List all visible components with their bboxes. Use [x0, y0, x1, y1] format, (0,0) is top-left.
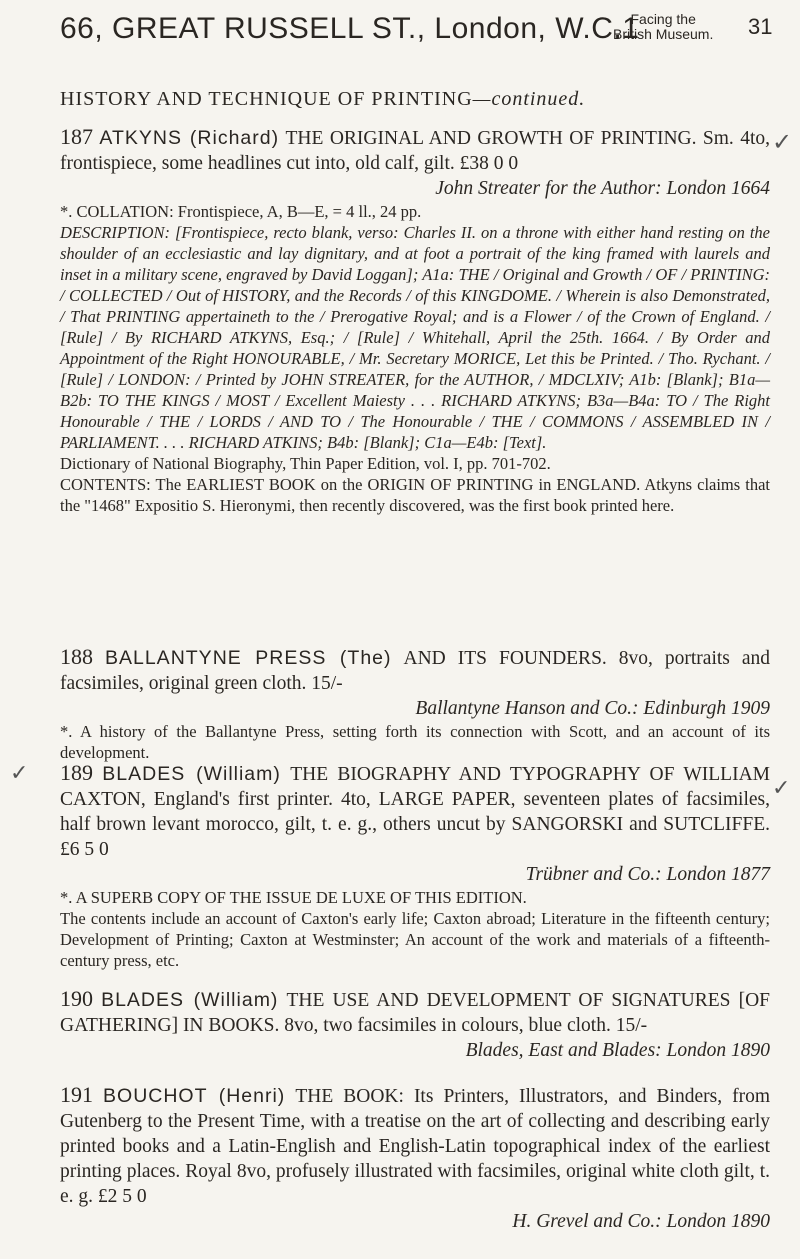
entry-author: BLADES (William) [101, 989, 279, 1011]
entry-author: BALLANTYNE PRESS (The) [104, 647, 392, 669]
entry-imprint: Trübner and Co.: London 1877 [525, 864, 770, 885]
entry-description: Sm. 4to, frontispiece, some headlines cut into, old calf, gilt. [60, 128, 770, 174]
entry-heading-line [60, 760, 770, 862]
section-title-main: HISTORY AND TECHNIQUE OF PRINTING [60, 88, 473, 110]
entry-note: *. A history of the Ballantyne Press, setting forth its connection with Scott, and an account of its development. [60, 722, 770, 762]
entry-number: 190 [60, 986, 93, 1011]
entry-note: *. A SUPERB COPY OF THE ISSUE DE LUXE OF THIS EDITION. [60, 888, 527, 907]
entry-title: THE ORIGINAL AND GROWTH OF PRINTING. [285, 128, 697, 149]
facing-line-2: British Museum. [613, 26, 714, 42]
entry-description: Its Printers, Illustrators, and Binders, from Gutenberg to the Present Time, with a treatise on the art of collecting and describing early printed books and a Latin-English and English-Latin topographical index of the earliest printing places. Royal 8vo, profusely illustrated with facsimiles, original white cloth gilt, t. e. g. [60, 1086, 770, 1207]
entry-author: BOUCHOT (Henri) [103, 1085, 286, 1107]
catalogue-entry-187 [60, 124, 770, 516]
entry-imprint: H. Grevel and Co.: London 1890 [512, 1211, 770, 1232]
entry-title: THE BIOGRAPHY AND TYPOGRAPHY OF WILLIAM CAXTON, [60, 764, 771, 810]
entry-price: £38 0 0 [459, 153, 519, 174]
tick-mark-icon: ✓ [772, 129, 793, 156]
entry-price: 15/- [311, 673, 343, 694]
entry-heading-line [60, 986, 770, 1038]
entry-contents: CONTENTS: The EARLIEST BOOK on the ORIGIN OF PRINTING in ENGLAND. Atkyns claims that the "1468" Expositio S. Hieronymi, then recently discovered, was the first book printed here. [60, 475, 770, 515]
entry-price: £6 5 0 [60, 839, 109, 860]
entry-heading-line [60, 1082, 770, 1209]
entry-collation: *. COLLATION: Frontispiece, A, B—E, = 4 ll., 24 pp. [60, 202, 422, 221]
entry-price: 15/- [615, 1015, 648, 1036]
pencil-mark-icon: ✓ [10, 760, 29, 785]
entry-author: BLADES (William) [102, 763, 281, 785]
section-title-continued: —continued. [472, 88, 586, 110]
catalogue-entry-189 [60, 760, 770, 971]
entry-number: 188 [60, 644, 93, 669]
catalogue-entry-191 [60, 1082, 770, 1234]
shop-address: 66, GREAT RUSSELL ST., London, W.C.1 [60, 12, 640, 45]
catalogue-entry-190 [60, 986, 770, 1063]
entry-description: England's first printer. 4to, LARGE PAPER, seventeen plates of facsimiles, half brown levant morocco, gilt, t. e. g., others uncut by SANGORSKI and SUTCLIFFE. [60, 789, 770, 835]
entry-number: 189 [60, 760, 93, 785]
entry-reference: Dictionary of National Biography, Thin Paper Edition, vol. I, pp. 701-702. [60, 454, 551, 473]
entry-number: 187 [60, 124, 93, 149]
entry-imprint: Blades, East and Blades: London 1890 [465, 1040, 770, 1061]
entry-price: £2 5 0 [97, 1186, 147, 1207]
entry-description: 8vo, two facsimiles in colours, blue cloth. [284, 1015, 611, 1036]
entry-heading-line [60, 644, 770, 696]
entry-title: THE USE AND DEVELOPMENT OF SIGNATURES [OF GATHERING] IN BOOKS. [60, 990, 771, 1036]
facing-note [613, 12, 713, 42]
bracket-mark-icon: ✓ [772, 775, 791, 800]
page-header [60, 12, 780, 72]
entry-description: 8vo, portraits and facsimiles, original green cloth. [60, 648, 771, 694]
entry-number: 191 [60, 1082, 93, 1107]
entry-author: ATKYNS (Richard) [99, 127, 280, 149]
catalogue-entry-188 [60, 644, 770, 763]
entry-bibliographic-description: DESCRIPTION: [Frontispiece, recto blank, verso: Charles II. on a throne with either hand resting on the shoulder of an ecclesiastic and lay dignitary, and at foot a portrait of the king framed with laurels and inset in a military scene, engraved by David Loggan]; A1a: THE / Original and Growth / OF / PRINTING: / COLLECTED / Out of HISTORY, and the Records / of this KINGDOME. / Wherein is also Demonstrated, / That PRINTING appertaineth to the / Prerogative Royal; and is a Flower / of the Crown of England. / [Rule] / By RICHARD ATKYNS, Esq.; / [Rule] / Whitehall, April the 25th. 1664. / By Order and Appointment of the Right HONOURABLE, / Mr. Secretary MORICE, Let this be Printed. / Tho. Rychant. / [Rule] / LONDON: / Printed by JOHN STREATER, for the AUTHOR, / MDCLXIV; A1b: [Blank]; B1a—B2b: TO THE KINGS / MOST / Excellent Maiesty . . . RICHARD ATKYNS; B3a—B4a: TO / The Right Honourable / THE / LORDS / AND TO / The Honourable / THE / COMMONS / ASSEMBLED IN / PARLIAMENT. . . . RICHARD ATKINS; B4b: [Blank]; C1a—E4b: [Text]. [60, 223, 770, 452]
entry-contents: The contents include an account of Caxton's early life; Caxton abroad; Literature in the fifteenth century; Development of Printing; Caxton at Westminster; An account of the work and materials of a fifteenth-century press, etc. [60, 909, 770, 970]
facing-line-1: Facing the [630, 11, 696, 27]
entry-imprint: John Streater for the Author: London 1664 [435, 178, 770, 199]
section-title [60, 88, 585, 111]
entry-heading-line [60, 124, 770, 176]
entry-title: THE BOOK: [295, 1086, 404, 1107]
entry-title: AND ITS FOUNDERS. [403, 648, 607, 669]
entry-imprint: Ballantyne Hanson and Co.: Edinburgh 1909 [415, 698, 770, 719]
page-number: 31 [748, 14, 773, 39]
